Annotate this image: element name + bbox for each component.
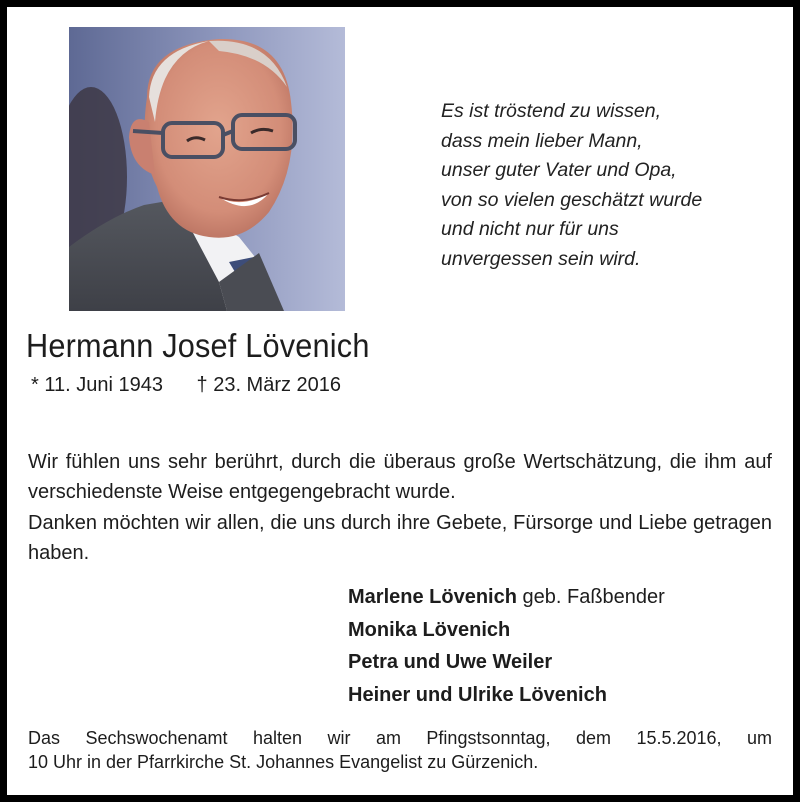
- quote-line: unvergessen sein wird.: [441, 247, 641, 270]
- thanks-paragraph-1: Wir fühlen uns sehr berührt, durch die überaus große Wertschätzung, die ihm auf verschiedenste Weise entgegengebracht wurde.: [28, 451, 772, 503]
- thanks-paragraph-2: Danken möchten wir allen, die uns durch ihre Gebete, Fürsorge und Liebe getragen haben.: [28, 512, 772, 564]
- death-date: † 23. März 2016: [196, 374, 342, 396]
- family-line: Heiner und Ulrike Lövenich: [348, 683, 607, 706]
- life-dates: [31, 374, 341, 397]
- notice-line: Das Sechswochenamt halten wir am Pfingstsonntag, dem 15.5.2016, um: [28, 728, 772, 748]
- mass-notice: [28, 726, 772, 774]
- family-line: [348, 581, 665, 614]
- family-signatures: [348, 581, 665, 711]
- family-line: Petra und Uwe Weiler: [348, 651, 553, 673]
- family-line: Monika Lövenich: [348, 618, 511, 641]
- portrait-photo: [69, 27, 345, 311]
- quote-line: dass mein lieber Mann,: [441, 129, 643, 152]
- quote-block: [441, 97, 781, 274]
- quote-line: unser guter Vater und Opa,: [441, 159, 677, 181]
- family-member-maiden-name: geb. Faßbender: [516, 586, 665, 608]
- birth-date: * 11. Juni 1943: [31, 374, 163, 396]
- notice-line: 10 Uhr in der Pfarrkirche St. Johannes Evangelist zu Gürzenich.: [28, 752, 539, 772]
- family-member-name: Marlene Lövenich: [348, 586, 517, 608]
- quote-line: und nicht nur für uns: [441, 218, 619, 240]
- obituary-card: [7, 7, 793, 795]
- deceased-name: Hermann Josef Lövenich: [26, 327, 370, 364]
- quote-line: von so vielen geschätzt wurde: [441, 188, 703, 211]
- quote-line: Es ist tröstend zu wissen,: [441, 100, 662, 122]
